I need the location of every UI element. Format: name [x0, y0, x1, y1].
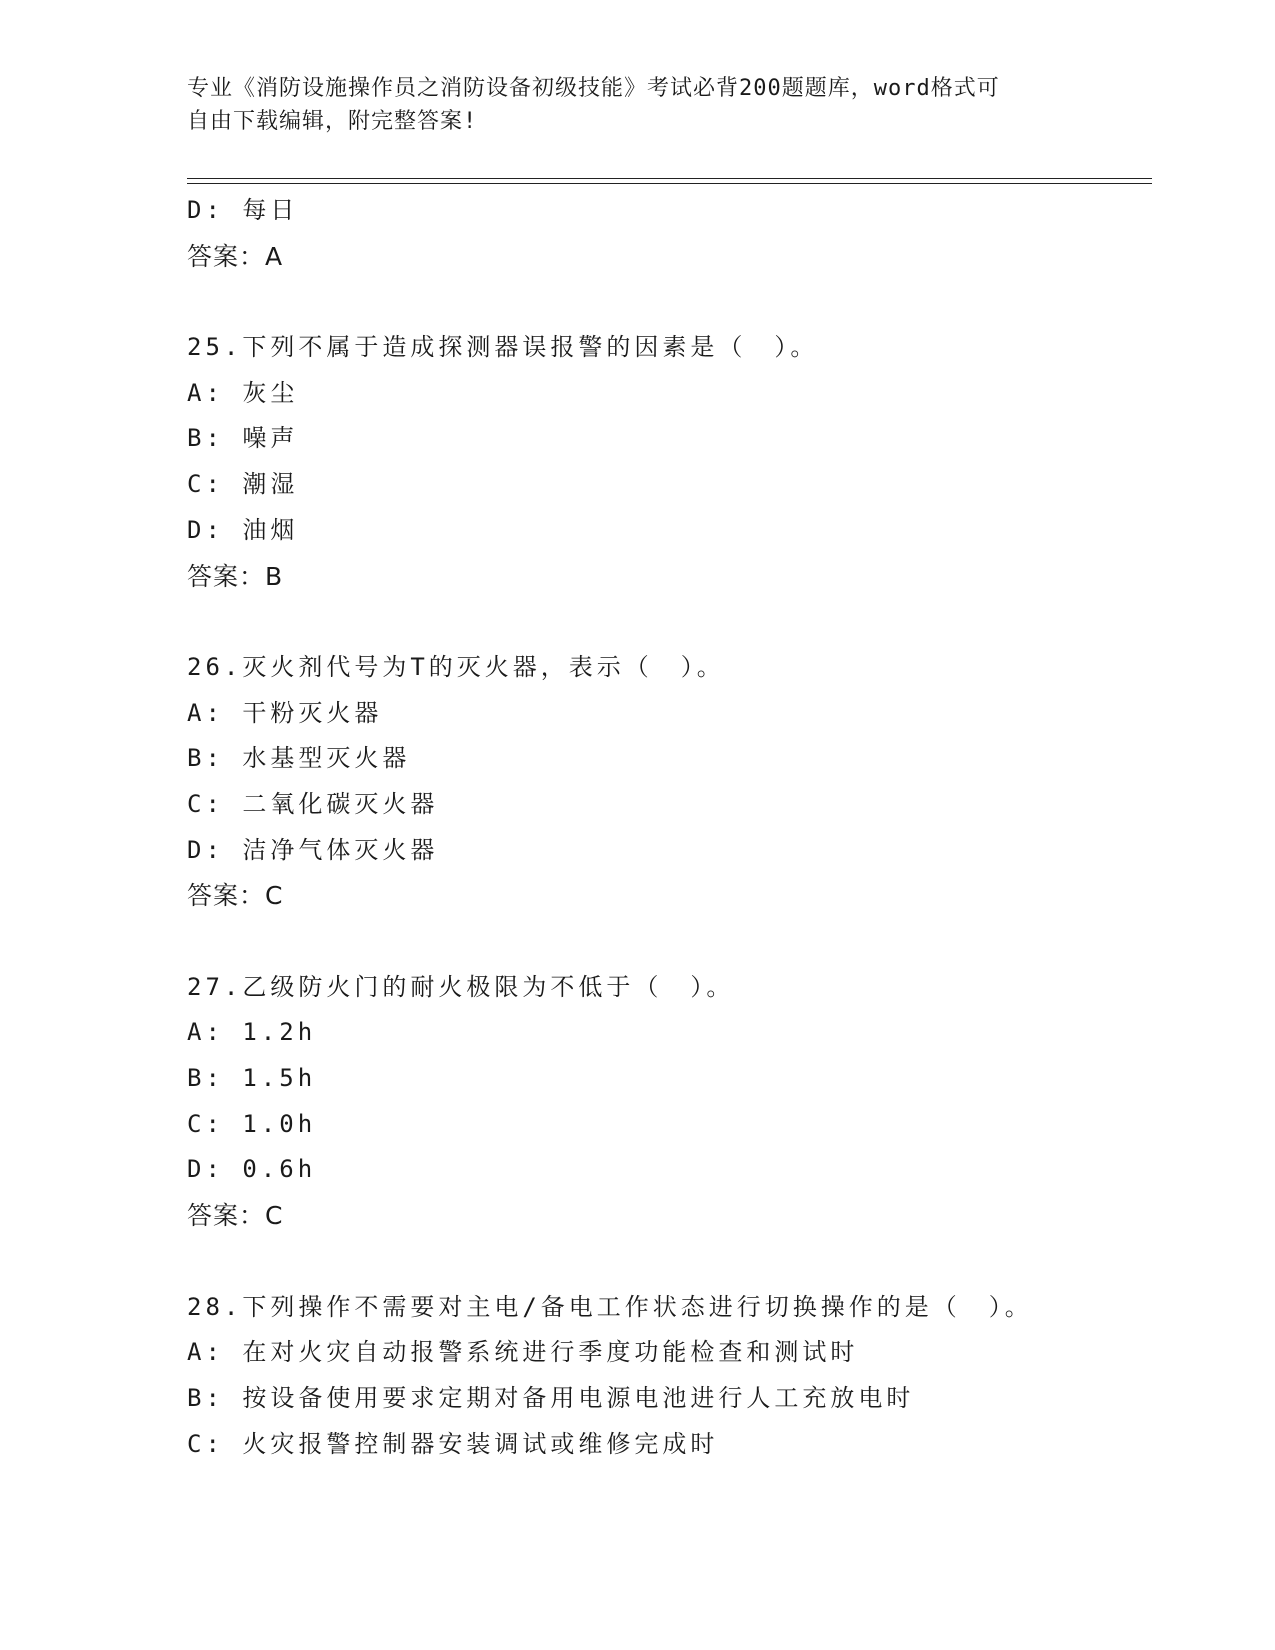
header-line-1: 专业《消防设施操作员之消防设备初级技能》考试必背200题题库，word格式可 — [187, 76, 1000, 101]
question-block-25 — [187, 325, 1152, 599]
option-c: C: 1.0h — [187, 1109, 317, 1138]
option-d: D: 每日 — [187, 196, 299, 224]
option-a: A: 干粉灭火器 — [187, 698, 383, 727]
option-a: A: 1.2h — [187, 1018, 317, 1047]
option-a: A: 灰尘 — [187, 378, 299, 407]
question-block-24-tail — [187, 188, 1152, 279]
answer-line: 答案：C — [187, 1201, 284, 1231]
question-list — [187, 188, 1152, 1467]
header-divider-top — [187, 178, 1152, 179]
question-block-27 — [187, 965, 1152, 1239]
question-text: 26.灭火剂代号为T的灭火器，表示（ ）。 — [187, 652, 725, 681]
option-b: B: 水基型灭火器 — [187, 744, 411, 773]
answer-line: 答案：B — [187, 561, 284, 591]
option-b: B: 按设备使用要求定期对备用电源电池进行人工充放电时 — [187, 1383, 915, 1412]
question-block-28 — [187, 1285, 1152, 1468]
header-divider-bottom — [187, 183, 1152, 184]
document-header — [187, 72, 1077, 138]
header-line-2: 自由下载编辑，附完整答案! — [187, 109, 478, 134]
question-block-26 — [187, 645, 1152, 919]
option-c: C: 二氧化碳灭火器 — [187, 789, 439, 818]
spacer — [187, 599, 1152, 645]
spacer — [187, 919, 1152, 965]
option-b: B: 1.5h — [187, 1064, 317, 1093]
option-d: D: 0.6h — [187, 1155, 317, 1184]
option-a: A: 在对火灾自动报警系统进行季度功能检查和测试时 — [187, 1338, 859, 1367]
answer-line: 答案：C — [187, 881, 284, 911]
option-c: C: 潮湿 — [187, 470, 299, 499]
question-text: 27.乙级防火门的耐火极限为不低于（ ）。 — [187, 972, 735, 1001]
option-d: D: 洁净气体灭火器 — [187, 835, 439, 864]
question-text: 28.下列操作不需要对主电/备电工作状态进行切换操作的是（ ）。 — [187, 1292, 1033, 1321]
option-b: B: 噪声 — [187, 424, 299, 453]
question-text: 25.下列不属于造成探测器误报警的因素是（ ）。 — [187, 333, 819, 362]
answer-line: 答案：A — [187, 241, 284, 271]
spacer — [187, 279, 1152, 325]
option-c: C: 火灾报警控制器安装调试或维修完成时 — [187, 1429, 719, 1458]
option-d: D: 油烟 — [187, 515, 299, 544]
spacer — [187, 1239, 1152, 1285]
